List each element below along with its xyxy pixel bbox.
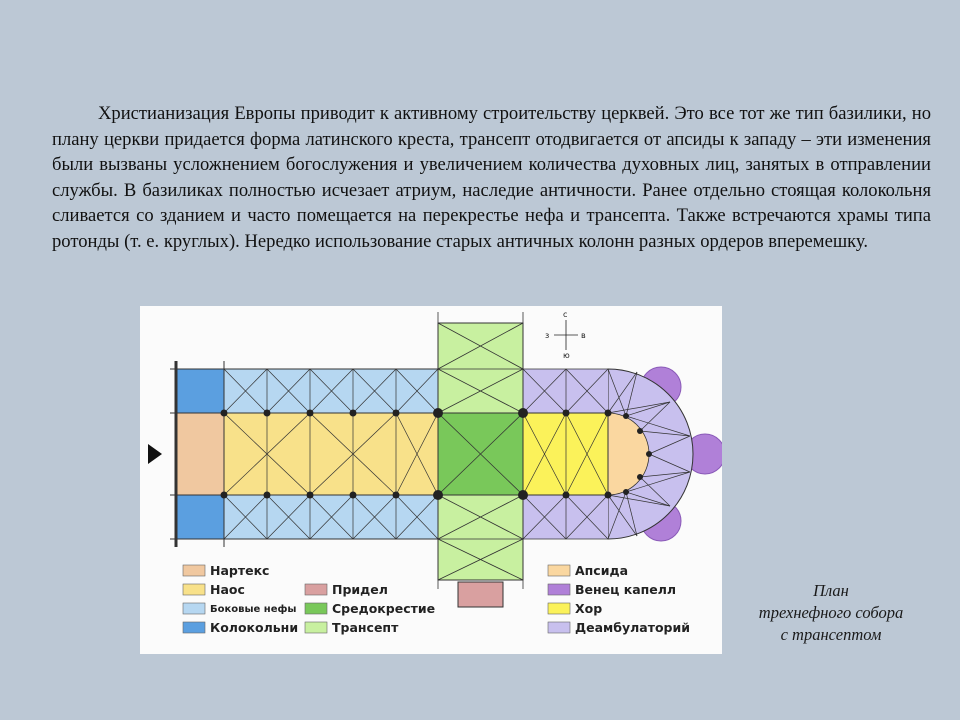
legend-swatch-apse [548,565,570,576]
legend-label-transept: Трансепт [332,620,399,635]
caption-line-2: трехнефного собора [758,603,904,622]
legend-label-naos: Наос [210,582,245,597]
compass-east: в [581,331,586,340]
choir [523,413,608,495]
legend-label-narthex: Нартекс [210,563,270,578]
legend-swatch-bell-towers [183,622,205,633]
legend-label-chapels: Венец капелл [575,582,677,597]
legend-swatch-narthex [183,565,205,576]
legend-label-side-chapel: Придел [332,582,388,597]
compass-north: с [563,310,568,319]
ambulatory-north [523,369,608,413]
legend-label-bell-towers: Колокольни [210,620,299,635]
main-paragraph: Христианизация Европы приводит к активному строительству церквей. Это все тот же тип базилики, но плану церкви придается форма латинского креста, трансепт отодвигается от апсиды к западу – эти изменения были вызваны усложнением богослужения и увеличением количества духовных лиц, занятых в отправлении службы. В базиликах полностью исчезает атриум, наследие античности. Ранее отдельно стоящая колокольня сливается со зданием и часто помещается на перекрестье нефа и трансепта. Также встречаются храмы типа ротонды (т. е. круглых). Нередко использование старых античных колонн разных ордеров вперемешку. [52,103,931,252]
compass [545,310,586,360]
legend-swatch-side-chapel [305,584,327,595]
ambulatory-south [523,495,608,539]
caption-line-3: с трансептом [780,625,882,644]
legend-swatch-transept [305,622,327,633]
compass-south: ю [563,351,570,360]
legend-swatch-ambulatory [548,622,570,633]
side-aisle-south [224,495,438,539]
side-aisle-north [224,369,438,413]
entrance-arrow-icon [148,444,162,464]
narthex [176,413,224,495]
legend [183,563,690,635]
side-chapel [458,582,503,607]
legend-label-choir: Хор [575,601,603,616]
legend-swatch-chapels [548,584,570,595]
bell-tower-south [176,495,224,539]
nave [224,413,438,495]
legend-label-crossing: Средокрестие [332,601,436,616]
legend-label-apse: Апсида [575,563,629,578]
cathedral-plan-figure [140,306,722,654]
legend-label-side-aisles: Боковые нефы [210,604,297,615]
legend-swatch-choir [548,603,570,614]
legend-label-ambulatory: Деамбулаторий [575,620,691,635]
legend-swatch-naos [183,584,205,595]
bell-tower-north [176,369,224,413]
legend-swatch-side-aisles [183,603,205,614]
cathedral-plan-svg [140,306,722,654]
legend-swatch-crossing [305,603,327,614]
caption-line-1: План [813,581,849,600]
compass-west: з [545,331,550,340]
figure-caption [736,580,926,646]
